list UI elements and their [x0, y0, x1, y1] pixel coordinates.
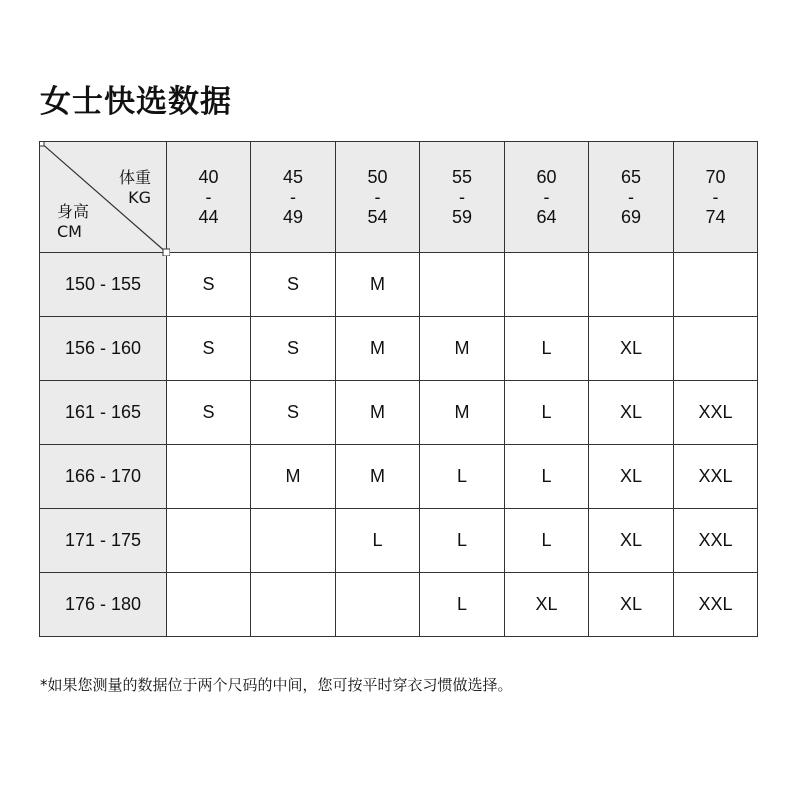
size-cell [336, 573, 420, 637]
weight-column-header [167, 142, 251, 253]
size-cell: XL [589, 381, 674, 445]
table-row [40, 445, 758, 509]
weight-from: 45 [282, 166, 304, 187]
weight-to: 49 [282, 206, 304, 227]
weight-from: 60 [536, 166, 557, 187]
weight-sep: - [712, 186, 719, 207]
size-cell [167, 573, 251, 637]
size-cell: XL [589, 509, 674, 573]
table-row [40, 317, 758, 381]
size-cell [251, 573, 336, 637]
size-cell: L [505, 317, 589, 381]
weight-column-header [336, 142, 420, 253]
weight-to: 44 [198, 206, 219, 227]
size-cell [674, 317, 758, 381]
footnote: *如果您测量的数据位于两个尺码的中间，您可按平时穿衣习惯做选择。 [40, 676, 513, 694]
height-range-cell: 171 - 175 [40, 509, 167, 573]
size-cell: L [420, 573, 505, 637]
size-cell: XL [505, 573, 589, 637]
resize-handle-bottom-right [163, 249, 170, 256]
size-cell: L [420, 509, 505, 573]
size-cell: S [251, 253, 336, 317]
weight-column-header [251, 142, 336, 253]
height-range-cell: 161 - 165 [40, 381, 167, 445]
page-title: 女士快选数据 [40, 84, 232, 120]
size-cell: L [505, 445, 589, 509]
table-row [40, 253, 758, 317]
weight-from: 65 [620, 166, 642, 187]
weight-column-header [589, 142, 674, 253]
height-unit: CM [57, 222, 82, 241]
weight-sep: - [290, 186, 296, 207]
size-cell: S [251, 381, 336, 445]
size-cell [589, 253, 674, 317]
weight-from: 70 [705, 166, 726, 187]
weight-to: 54 [367, 206, 388, 227]
header-row [40, 142, 758, 253]
size-cell: L [505, 509, 589, 573]
weight-sep: - [628, 186, 634, 207]
size-cell: M [336, 253, 420, 317]
weight-sep: - [543, 186, 550, 207]
height-label: 身高 [57, 202, 90, 221]
weight-from: 50 [367, 166, 388, 187]
weight-to: 74 [705, 206, 726, 227]
weight-axis-label [119, 168, 151, 208]
size-cell: M [336, 445, 420, 509]
table-row [40, 509, 758, 573]
weight-sep: - [205, 186, 212, 207]
size-cell [505, 253, 589, 317]
size-cell: M [336, 317, 420, 381]
size-cell: M [336, 381, 420, 445]
size-cell: M [251, 445, 336, 509]
table-row [40, 381, 758, 445]
size-cell: XL [589, 445, 674, 509]
weight-label: 体重 [118, 168, 151, 187]
weight-sep: - [374, 186, 381, 207]
size-cell [420, 253, 505, 317]
size-cell: L [336, 509, 420, 573]
weight-from: 40 [198, 166, 219, 187]
height-range-cell: 150 - 155 [40, 253, 167, 317]
weight-sep: - [459, 186, 465, 207]
size-cell [167, 509, 251, 573]
weight-to: 59 [451, 206, 473, 227]
size-cell: S [167, 381, 251, 445]
size-cell [251, 509, 336, 573]
size-cell: M [420, 381, 505, 445]
size-cell: XXL [674, 509, 758, 573]
size-cell: L [505, 381, 589, 445]
weight-column-header [505, 142, 589, 253]
weight-to: 64 [536, 206, 557, 227]
height-axis-label [57, 202, 89, 242]
weight-from: 55 [451, 166, 473, 187]
size-chart [39, 141, 759, 643]
size-cell: XL [589, 317, 674, 381]
size-cell: XXL [674, 381, 758, 445]
size-cell: XL [589, 573, 674, 637]
corner-cell [40, 142, 167, 253]
weight-column-header [420, 142, 505, 253]
resize-handle-top-left [40, 142, 44, 146]
size-cell: L [420, 445, 505, 509]
size-cell [167, 445, 251, 509]
size-cell: S [167, 317, 251, 381]
size-cell: XXL [674, 445, 758, 509]
weight-column-header [674, 142, 758, 253]
size-cell: S [167, 253, 251, 317]
size-cell [674, 253, 758, 317]
size-cell: XXL [674, 573, 758, 637]
weight-to: 69 [620, 206, 642, 227]
height-range-cell: 156 - 160 [40, 317, 167, 381]
size-cell: S [251, 317, 336, 381]
height-range-cell: 166 - 170 [40, 445, 167, 509]
height-range-cell: 176 - 180 [40, 573, 167, 637]
size-table [39, 141, 758, 637]
size-cell: M [420, 317, 505, 381]
weight-unit: KG [128, 188, 151, 207]
table-row [40, 573, 758, 637]
